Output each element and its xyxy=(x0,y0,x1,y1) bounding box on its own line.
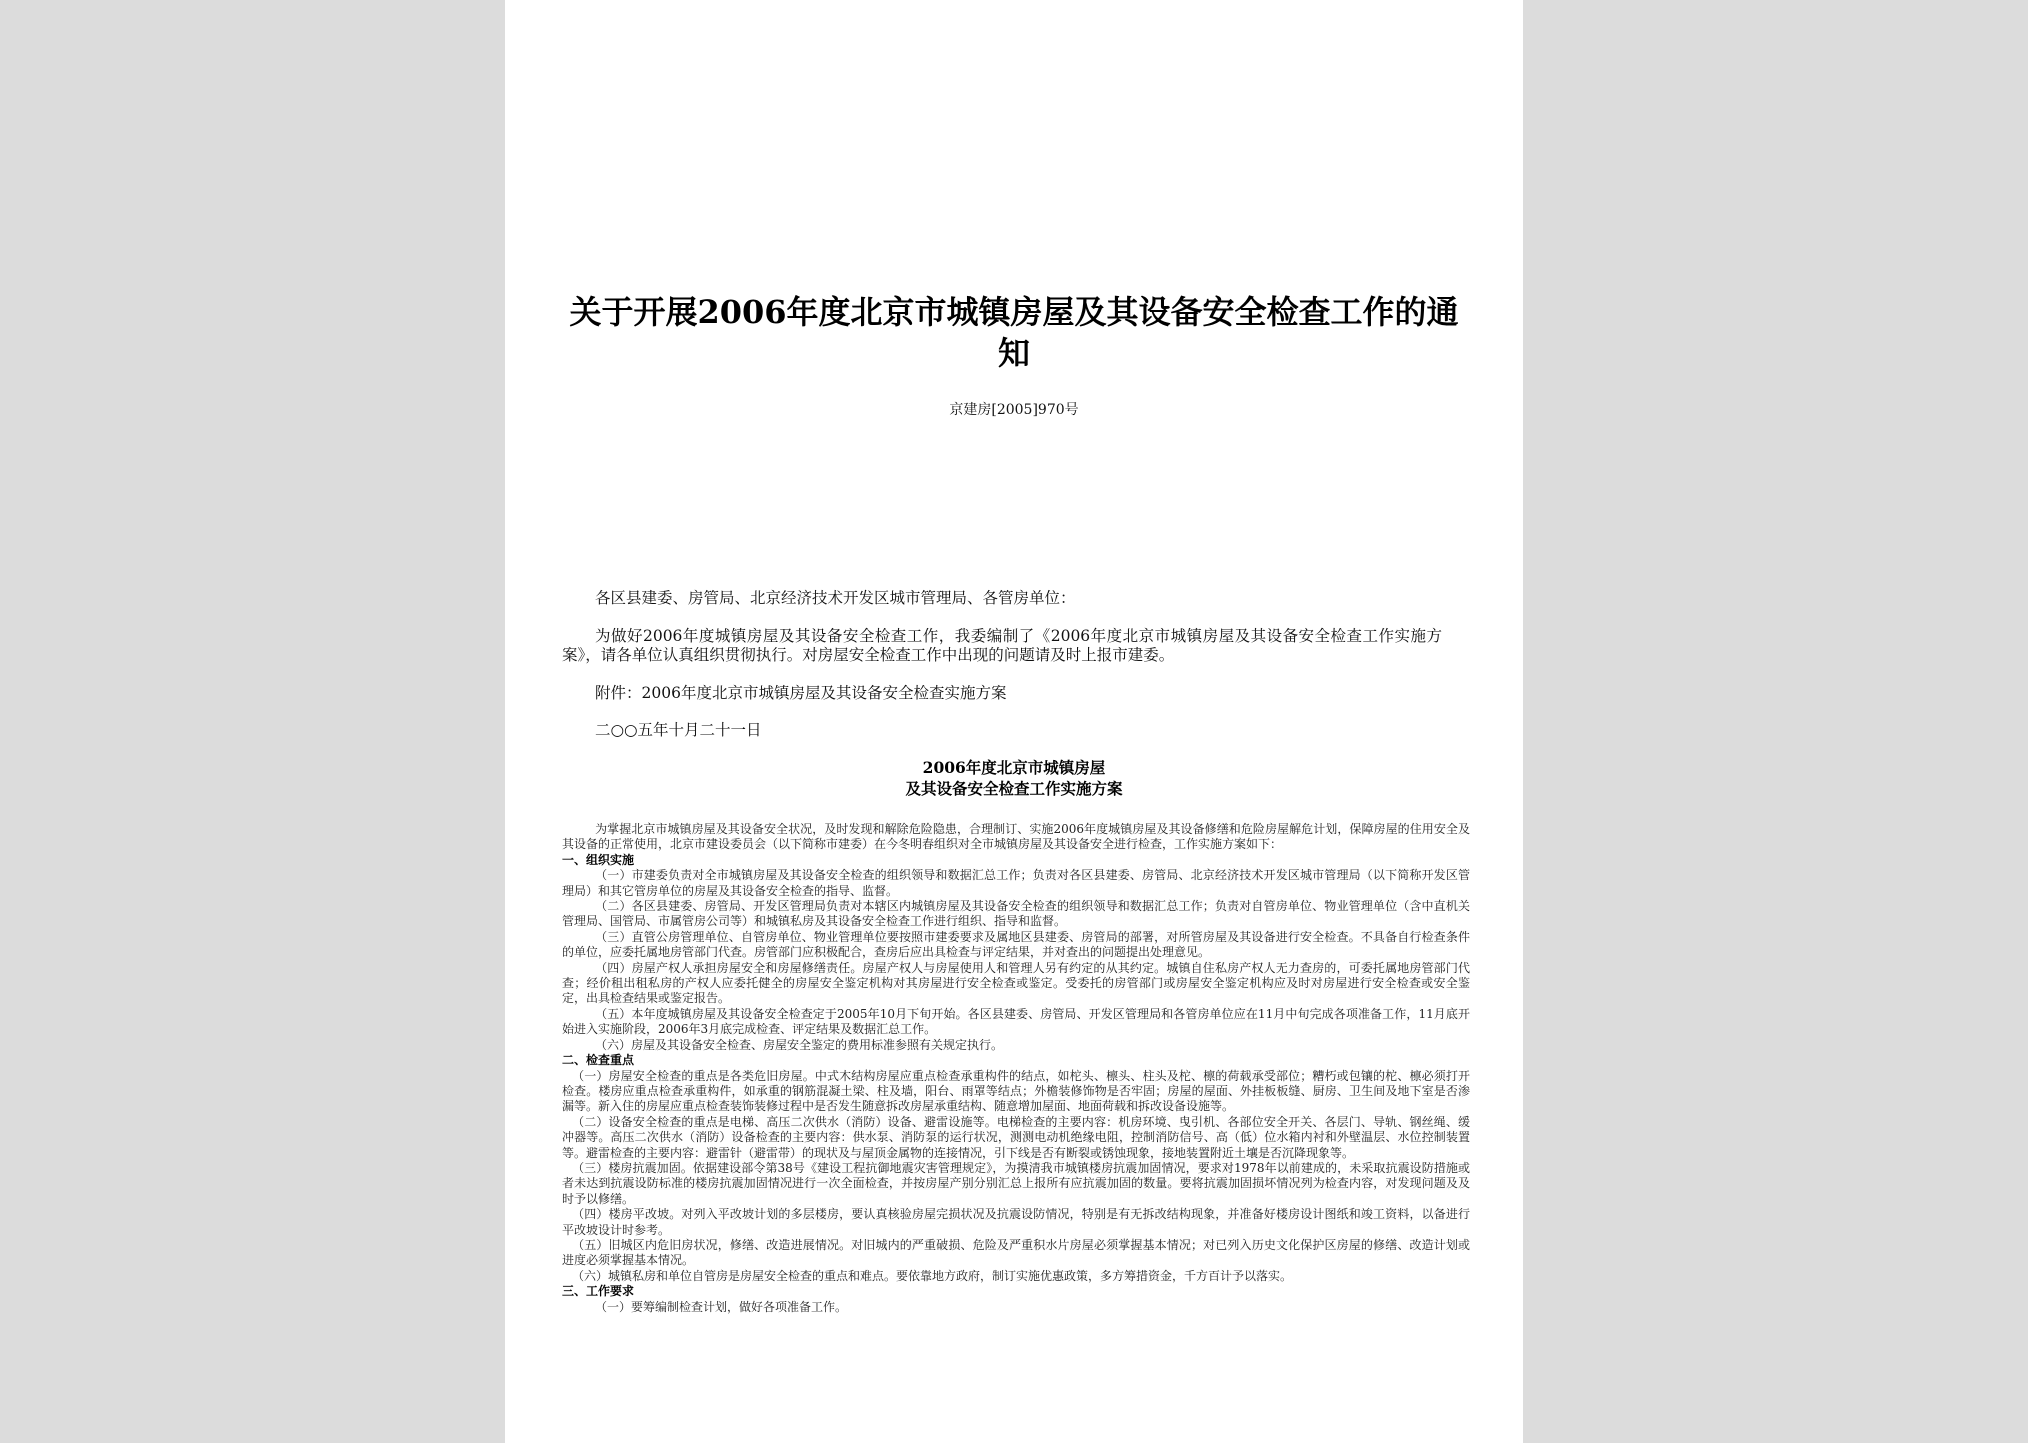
section-1-item-1: （一）市建委负责对全市城镇房屋及其设备安全检查的组织领导和数据汇总工作；负责对各区县建委、房管局、北京经济技术开发区城市管理局（以下简称开发区管理局）和其它管房单位的房屋及其设备安全检查的指导、监督。 xyxy=(562,868,1470,898)
section-2-item-4: （四）楼房平改坡。对列入平改坡计划的多层楼房，要认真核验房屋完损状况及抗震设防情况，特别是有无拆改结构现象，并准备好楼房设计图纸和竣工资料，以备进行平改坡设计时参考。 xyxy=(562,1207,1470,1237)
plan-title-line1: 2006年度北京市城镇房屋 xyxy=(922,758,1106,777)
section-1-heading: 一、组织实施 xyxy=(562,852,635,867)
section-2-item-1: （一）房屋安全检查的重点是各类危旧房屋。中式木结构房屋应重点检查承重构件的结点，如柁头、檩头、柱头及柁、檩的荷载承受部位；糟朽或包镶的柁、檩必须打开检查。楼房应重点检查承重构件，如承重的钢筋混凝土梁、柱及墙，阳台、雨罩等结点；外檐装修饰物是否牢固；房屋的屋面、外挂板板缝、厨房、卫生间及地下室是否渗漏等。新入住的房屋应重点检查装饰装修过程中是否发生随意拆改房屋承重结构、随意增加屋面、地面荷载和拆改设备设施等。 xyxy=(562,1068,1470,1114)
section-2-item-2: （二）设备安全检查的重点是电梯、高压二次供水（消防）设备、避雷设施等。电梯检查的主要内容：机房环境、曳引机、各部位安全开关、各层门、导轨、钢丝绳、缓冲器等。高压二次供水（消防）设备检查的主要内容：供水泵、消防泵的运行状况，测测电动机绝缘电阻，控制消防信号、高（低）位水箱内衬和外壁温层、水位控制装置等。避雷检查的主要内容：避雷针（避雷带）的现状及与屋顶金属物的连接情况，引下线是否有断裂或锈蚀现象，接地装置附近土壤是否沉降现象等。 xyxy=(562,1114,1470,1160)
addressee-line: 各区县建委、房管局、北京经济技术开发区城市管理局、各管房单位： xyxy=(595,589,1076,607)
notice-paragraph: 为做好2006年度城镇房屋及其设备安全检查工作，我委编制了《2006年度北京市城镇房屋及其设备安全检查工作实施方案》，请各单位认真组织贯彻执行。对房屋安全检查工作中出现的问题请及时上报市建委。 xyxy=(562,627,1442,664)
document-number: 京建房[2005]970号 xyxy=(949,402,1079,418)
section-2-item-3: （三）楼房抗震加固。依据建设部令第38号《建设工程抗御地震灾害管理规定》，为摸清我市城镇楼房抗震加固情况，要求对1978年以前建成的，未采取抗震设防措施或者未达到抗震设防标准的楼房抗震加固情况进行一次全面检查，并按房屋产别分别汇总上报所有应抗震加固的数量。要将抗震加固损坏情况列为检查内容，对发现问题及及时予以修缮。 xyxy=(562,1160,1470,1206)
section-1-item-4: （四）房屋产权人承担房屋安全和房屋修缮责任。房屋产权人与房屋使用人和管理人另有约定的从其约定。城镇自住私房产权人无力查房的，可委托属地房管部门代查；经价租出租私房的产权人应委托健全的房屋安全鉴定机构对其房屋进行安全检查或鉴定。受委托的房管部门或房屋安全鉴定机构应及时对房屋进行安全检查或安全鉴定，出具检查结果或鉴定报告。 xyxy=(562,960,1470,1006)
attachment-line: 附件：2006年度北京市城镇房屋及其设备安全检查实施方案 xyxy=(595,684,1007,702)
document-title: 关于开展2006年度北京市城镇房屋及其设备安全检查工作的通知 xyxy=(569,293,1459,372)
section-2-heading: 二、检查重点 xyxy=(562,1053,635,1068)
section-3-heading: 三、工作要求 xyxy=(562,1284,635,1299)
plan-title-line2: 及其设备安全检查工作实施方案 xyxy=(905,779,1123,798)
plan-body xyxy=(562,822,1470,1315)
issue-date: 二○○五年十月二十一日 xyxy=(595,721,762,739)
section-1-item-2: （二）各区县建委、房管局、开发区管理局负责对本辖区内城镇房屋及其设备安全检查的组织领导和数据汇总工作；负责对自管房单位、物业管理单位（含中直机关管理局、国管局、市属管房公司等）和城镇私房及其设备安全检查工作进行组织、指导和监督。 xyxy=(562,899,1470,929)
section-2-item-6: （六）城镇私房和单位自管房是房屋安全检查的重点和难点。要依靠地方政府，制订实施优惠政策，多方筹措资金，千方百计予以落实。 xyxy=(572,1268,1293,1283)
section-1-item-3: （三）直管公房管理单位、自管房单位、物业管理单位要按照市建委要求及属地区县建委、房管局的部署，对所管房屋及其设备进行安全检查。不具备自行检查条件的单位，应委托属地房管部门代查。房管部门应积极配合，查房后应出具检查与评定结果，并对查出的问题提出处理意见。 xyxy=(562,929,1470,960)
plan-intro: 为掌握北京市城镇房屋及其设备安全状况，及时发现和解除危险隐患，合理制订、实施2006年度城镇房屋及其设备修缮和危险房屋解危计划，保障房屋的住用安全及其设备的正常使用，北京市建设委员会（以下简称市建委）在今冬明春组织对全市城镇房屋及其设备安全进行检查，工作实施方案如下： xyxy=(562,822,1470,852)
section-3-item-1: （一）要筹编制检查计划，做好各项准备工作。 xyxy=(595,1299,848,1314)
section-1-item-6: （六）房屋及其设备安全检查、房屋安全鉴定的费用标准参照有关规定执行。 xyxy=(595,1037,1004,1052)
document-page xyxy=(505,0,1523,1443)
section-1-item-5: （五）本年度城镇房屋及其设备安全检查定于2005年10月下旬开始。各区县建委、房管局、开发区管理局和各管房单位应在11月中旬完成各项准备工作，11月底开始进入实施阶段，2006年3月底完成检查、评定结果及数据汇总工作。 xyxy=(562,1006,1470,1037)
section-2-item-5: （五）旧城区内危旧房状况，修缮、改造进展情况。对旧城内的严重破损、危险及严重积水片房屋必须掌握基本情况；对已列入历史文化保护区房屋的修缮、改造计划或进度必须掌握基本情况。 xyxy=(562,1237,1470,1268)
